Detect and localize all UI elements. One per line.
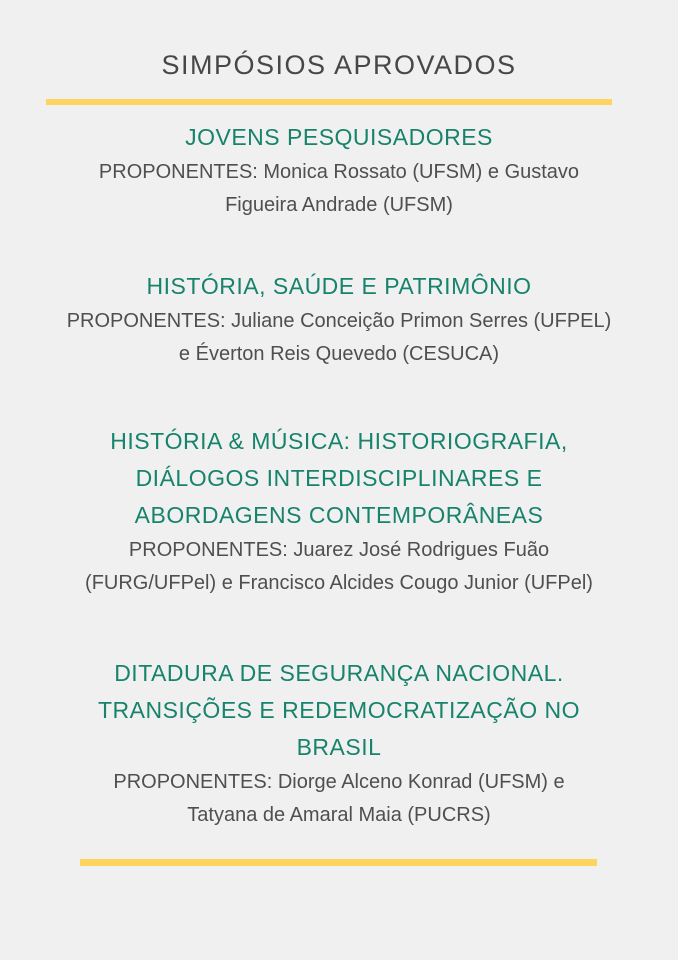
page-title: SIMPÓSIOS APROVADOS	[161, 50, 517, 80]
symposium-proponents: PROPONENTES: Juliane Conceição Primon Serres (UFPEL) e Éverton Reis Quevedo (CESUCA)	[66, 310, 612, 365]
symposium-proponents: PROPONENTES: Juarez José Rodrigues Fuão (FURG/UFPel) e Francisco Alcides Cougo Junior (UFPel)	[85, 539, 593, 594]
symposium-proponents: PROPONENTES: Diorge Alceno Konrad (UFSM) e Tatyana de Amaral Maia (PUCRS)	[113, 771, 565, 826]
top-divider	[46, 99, 612, 105]
symposium-title: HISTÓRIA, SAÚDE E PATRIMÔNIO	[146, 273, 532, 299]
symposium-section	[0, 423, 678, 600]
symposium-section	[0, 655, 678, 832]
symposium-section	[0, 119, 678, 222]
symposium-title: DITADURA DE SEGURANÇA NACIONAL. TRANSIÇÕES E REDEMOCRATIZAÇÃO NO BRASIL	[97, 660, 580, 760]
symposium-title: JOVENS PESQUISADORES	[185, 124, 493, 150]
symposium-title: HISTÓRIA & MÚSICA: HISTORIOGRAFIA, DIÁLOGOS INTERDISCIPLINARES E ABORDAGENS CONTEMPORÂNEAS	[110, 428, 568, 528]
symposium-proponents: PROPONENTES: Monica Rossato (UFSM) e Gustavo Figueira Andrade (UFSM)	[98, 161, 580, 216]
symposium-section	[0, 268, 678, 371]
bottom-divider	[80, 859, 597, 866]
